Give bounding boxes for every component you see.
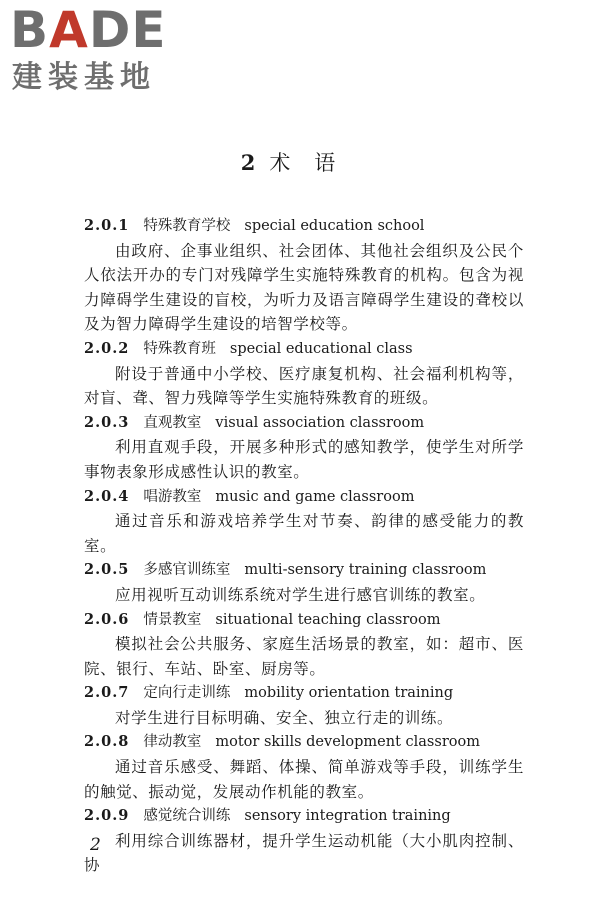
term-number: 2.0.3 (84, 413, 130, 431)
term-definition: 通过音乐和游戏培养学生对节奏、韵律的感受能力的教室。 (84, 512, 524, 555)
chapter-title (0, 148, 600, 178)
term-heading (84, 411, 524, 436)
term-heading (84, 485, 524, 510)
term-en: visual association classroom (215, 414, 425, 431)
term-number: 2.0.1 (84, 217, 130, 234)
term-definition: 附设于普通中小学校、医疗康复机构、社会福利机构等，对盲、聋、智力残障等学生实施特殊教育的班级。 (84, 364, 524, 408)
logo-wordmark: BADE (10, 1, 167, 59)
term-cn: 特殊教育班 (143, 340, 216, 357)
term-cn: 感觉统合训练 (143, 808, 231, 825)
term-heading (84, 214, 524, 239)
term-number: 2.0.2 (84, 339, 130, 357)
term-en: special educational class (229, 340, 413, 357)
term-definition: 应用视听互动训练系统对学生进行感官训练的教室。 (115, 585, 486, 604)
term-en: situational teaching classroom (215, 611, 441, 628)
term-heading (84, 558, 524, 583)
term-heading (84, 681, 524, 706)
term-number: 2.0.6 (84, 610, 130, 628)
term-cn: 定向行走训练 (143, 685, 231, 702)
term-en: motor skills development classroom (215, 734, 480, 751)
term-en: sensory integration training (244, 808, 451, 825)
page-number: 2 (90, 835, 101, 855)
term-heading (84, 730, 524, 755)
term-number: 2.0.9 (84, 807, 130, 825)
term-en: mobility orientation training (244, 685, 454, 702)
term-en: music and game classroom (215, 488, 415, 505)
term-heading (84, 608, 524, 633)
term-number: 2.0.5 (84, 561, 130, 579)
term-cn: 唱游教室 (143, 488, 202, 505)
term-en: multi-sensory training classroom (244, 562, 487, 579)
term-number: 2.0.7 (84, 684, 130, 702)
term-en: special education school (244, 218, 425, 234)
chapter-heading: 术语 (269, 151, 360, 175)
term-cn: 特殊教育学校 (143, 218, 231, 234)
term-heading (84, 804, 524, 829)
term-number: 2.0.8 (84, 733, 130, 751)
term-cn: 多感官训练室 (143, 562, 231, 579)
bade-logo (6, 2, 186, 102)
term-cn: 直观教室 (143, 414, 202, 431)
term-cn: 律动教室 (143, 734, 202, 751)
logo-subtitle: 建装基地 (12, 60, 156, 95)
term-heading (84, 337, 524, 362)
term-definition: 模拟社会公共服务、家庭生活场景的教室，如：超市、医院、银行、车站、卧室、厨房等。 (84, 635, 524, 678)
term-cn: 情景教室 (143, 611, 202, 628)
chapter-number: 2 (240, 150, 256, 175)
term-definition: 通过音乐感受、舞蹈、体操、简单游戏等手段，训练学生的触觉、振动觉，发展动作机能的教室。 (84, 758, 524, 801)
term-number: 2.0.4 (84, 487, 130, 505)
term-definition: 对学生进行目标明确、安全、独立行走的训练。 (115, 708, 454, 727)
term-list (84, 214, 524, 878)
term-definition: 由政府、企事业组织、社会团体、其他社会组织及公民个人依法开办的专门对残障学生实施特殊教育的机构。包含为视力障碍学生建设的盲校，为听力及语言障碍学生建设的聋校以及为智力障碍学生建设的培智学校等。 (84, 241, 524, 334)
term-definition: 利用直观手段，开展多种形式的感知教学，使学生对所学事物表象形成感性认识的教室。 (84, 438, 524, 481)
term-definition: 利用综合训练器材，提升学生运动机能（大小肌肉控制、协 (84, 831, 524, 875)
